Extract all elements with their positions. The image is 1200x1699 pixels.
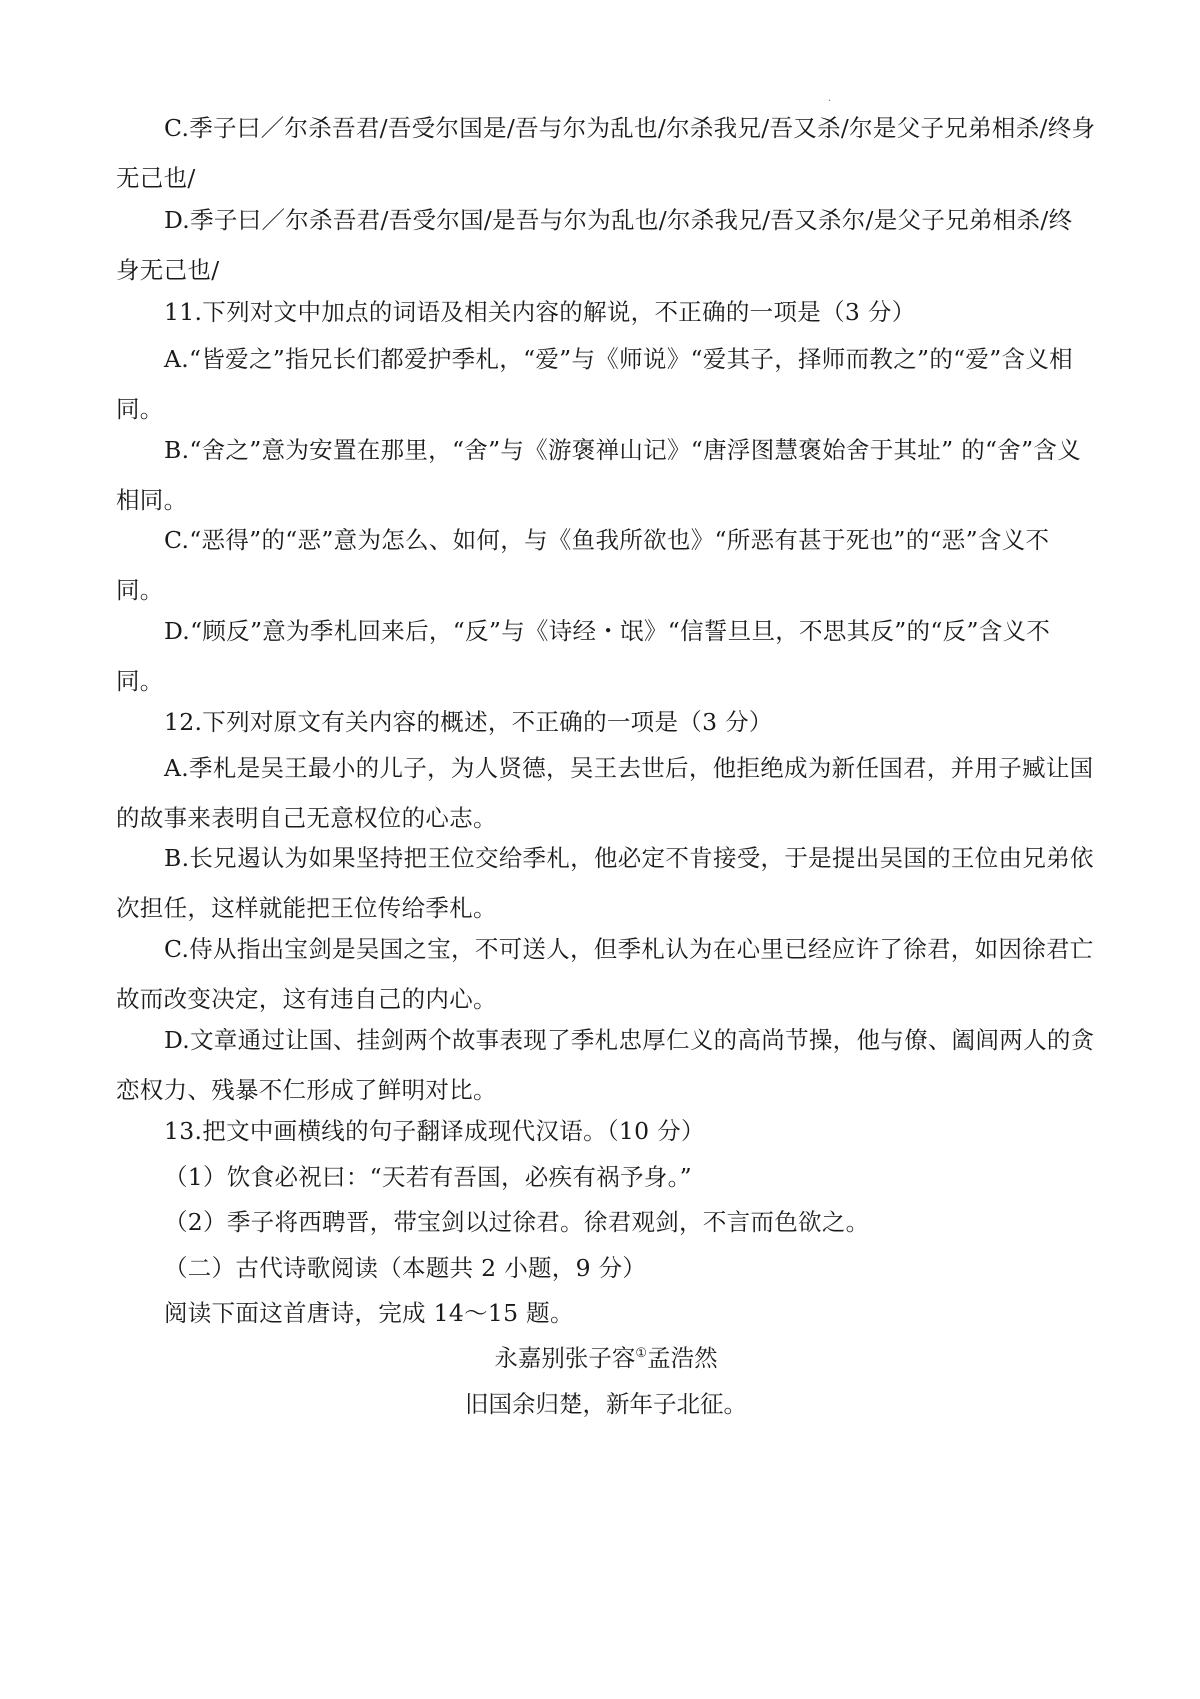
- section2-heading: （二）古代诗歌阅读（本题共 2 小题，9 分）: [164, 1254, 647, 1282]
- q13-stem: 13.把文中画横线的句子翻译成现代汉语。（10 分）: [164, 1117, 705, 1145]
- q11-option-c: C.“恶得”的“恶”意为怎么、如何，与《鱼我所欲也》“所恶有甚于死也”的“恶”含义不同。: [116, 526, 1050, 604]
- q13-item-1: （1）饮食必祝曰：“天若有吾国，必疾有祸予身。”: [164, 1163, 692, 1191]
- poem-line-1: 旧国余归楚，新年子北征。: [465, 1390, 747, 1418]
- poem-author: 孟浩然: [647, 1344, 718, 1372]
- q13-item-2: （2）季子将西聘晋，带宝剑以过徐君。徐君观剑，不言而色欲之。: [164, 1208, 870, 1236]
- q11-option-d: D.“顾反”意为季札回来后，“反”与《诗经・氓》“信誓旦旦，不思其反”的“反”含义不同。: [116, 617, 1051, 695]
- top-mark: ·: [828, 96, 832, 107]
- q12-option-b: B.长兄遏认为如果坚持把王位交给季札，他必定不肯接受，于是提出吴国的王位由兄弟依次担任，这样就能把王位传给季札。: [116, 844, 1094, 922]
- q10-option-c: C.季子曰／尔杀吾君/吾受尔国是/吾与尔为乱也/尔杀我兄/吾又杀/尔是父子兄弟相杀/终身无己也/: [116, 114, 1096, 192]
- section2-instruction: 阅读下面这首唐诗，完成 14～15 题。: [164, 1299, 574, 1327]
- q11-option-b: B.“舍之”意为安置在那里，“舍”与《游褒禅山记》“唐浮图慧褒始舍于其址” 的“舍”含义相同。: [116, 436, 1082, 514]
- q11-stem: 11.下列对文中加点的词语及相关内容的解说，不正确的一项是（3 分）: [164, 298, 916, 326]
- q11-option-a: A.“皆爱之”指兄长们都爱护季札，“爱”与《师说》“爱其子，择师而教之”的“爱”含义相同。: [116, 345, 1073, 423]
- poem-note-mark: ①: [635, 1346, 648, 1362]
- q12-option-d: D.文章通过让国、挂剑两个故事表现了季札忠厚仁义的高尚节操，他与僚、阖闾两人的贪恋权力、残暴不仁形成了鲜明对比。: [116, 1026, 1095, 1104]
- q12-stem: 12.下列对原文有关内容的概述，不正确的一项是（3 分）: [164, 708, 773, 736]
- q12-option-a: A.季札是吴王最小的儿子，为人贤德，吴王去世后，他拒绝成为新任国君，并用子臧让国的故事来表明自己无意权位的心志。: [116, 754, 1094, 832]
- q10-option-d: D.季子曰／尔杀吾君/吾受尔国/是吾与尔为乱也/尔杀我兄/吾又杀尔/是父子兄弟相杀/终身无己也/: [116, 206, 1073, 284]
- poem-title: 永嘉别张子容: [494, 1344, 636, 1372]
- poem-title-line: [116, 1333, 1096, 1383]
- q12-option-c: C.侍从指出宝剑是吴国之宝，不可送人，但季札认为在心里已经应许了徐君，如因徐君亡故而改变决定，这有违自己的内心。: [116, 935, 1094, 1013]
